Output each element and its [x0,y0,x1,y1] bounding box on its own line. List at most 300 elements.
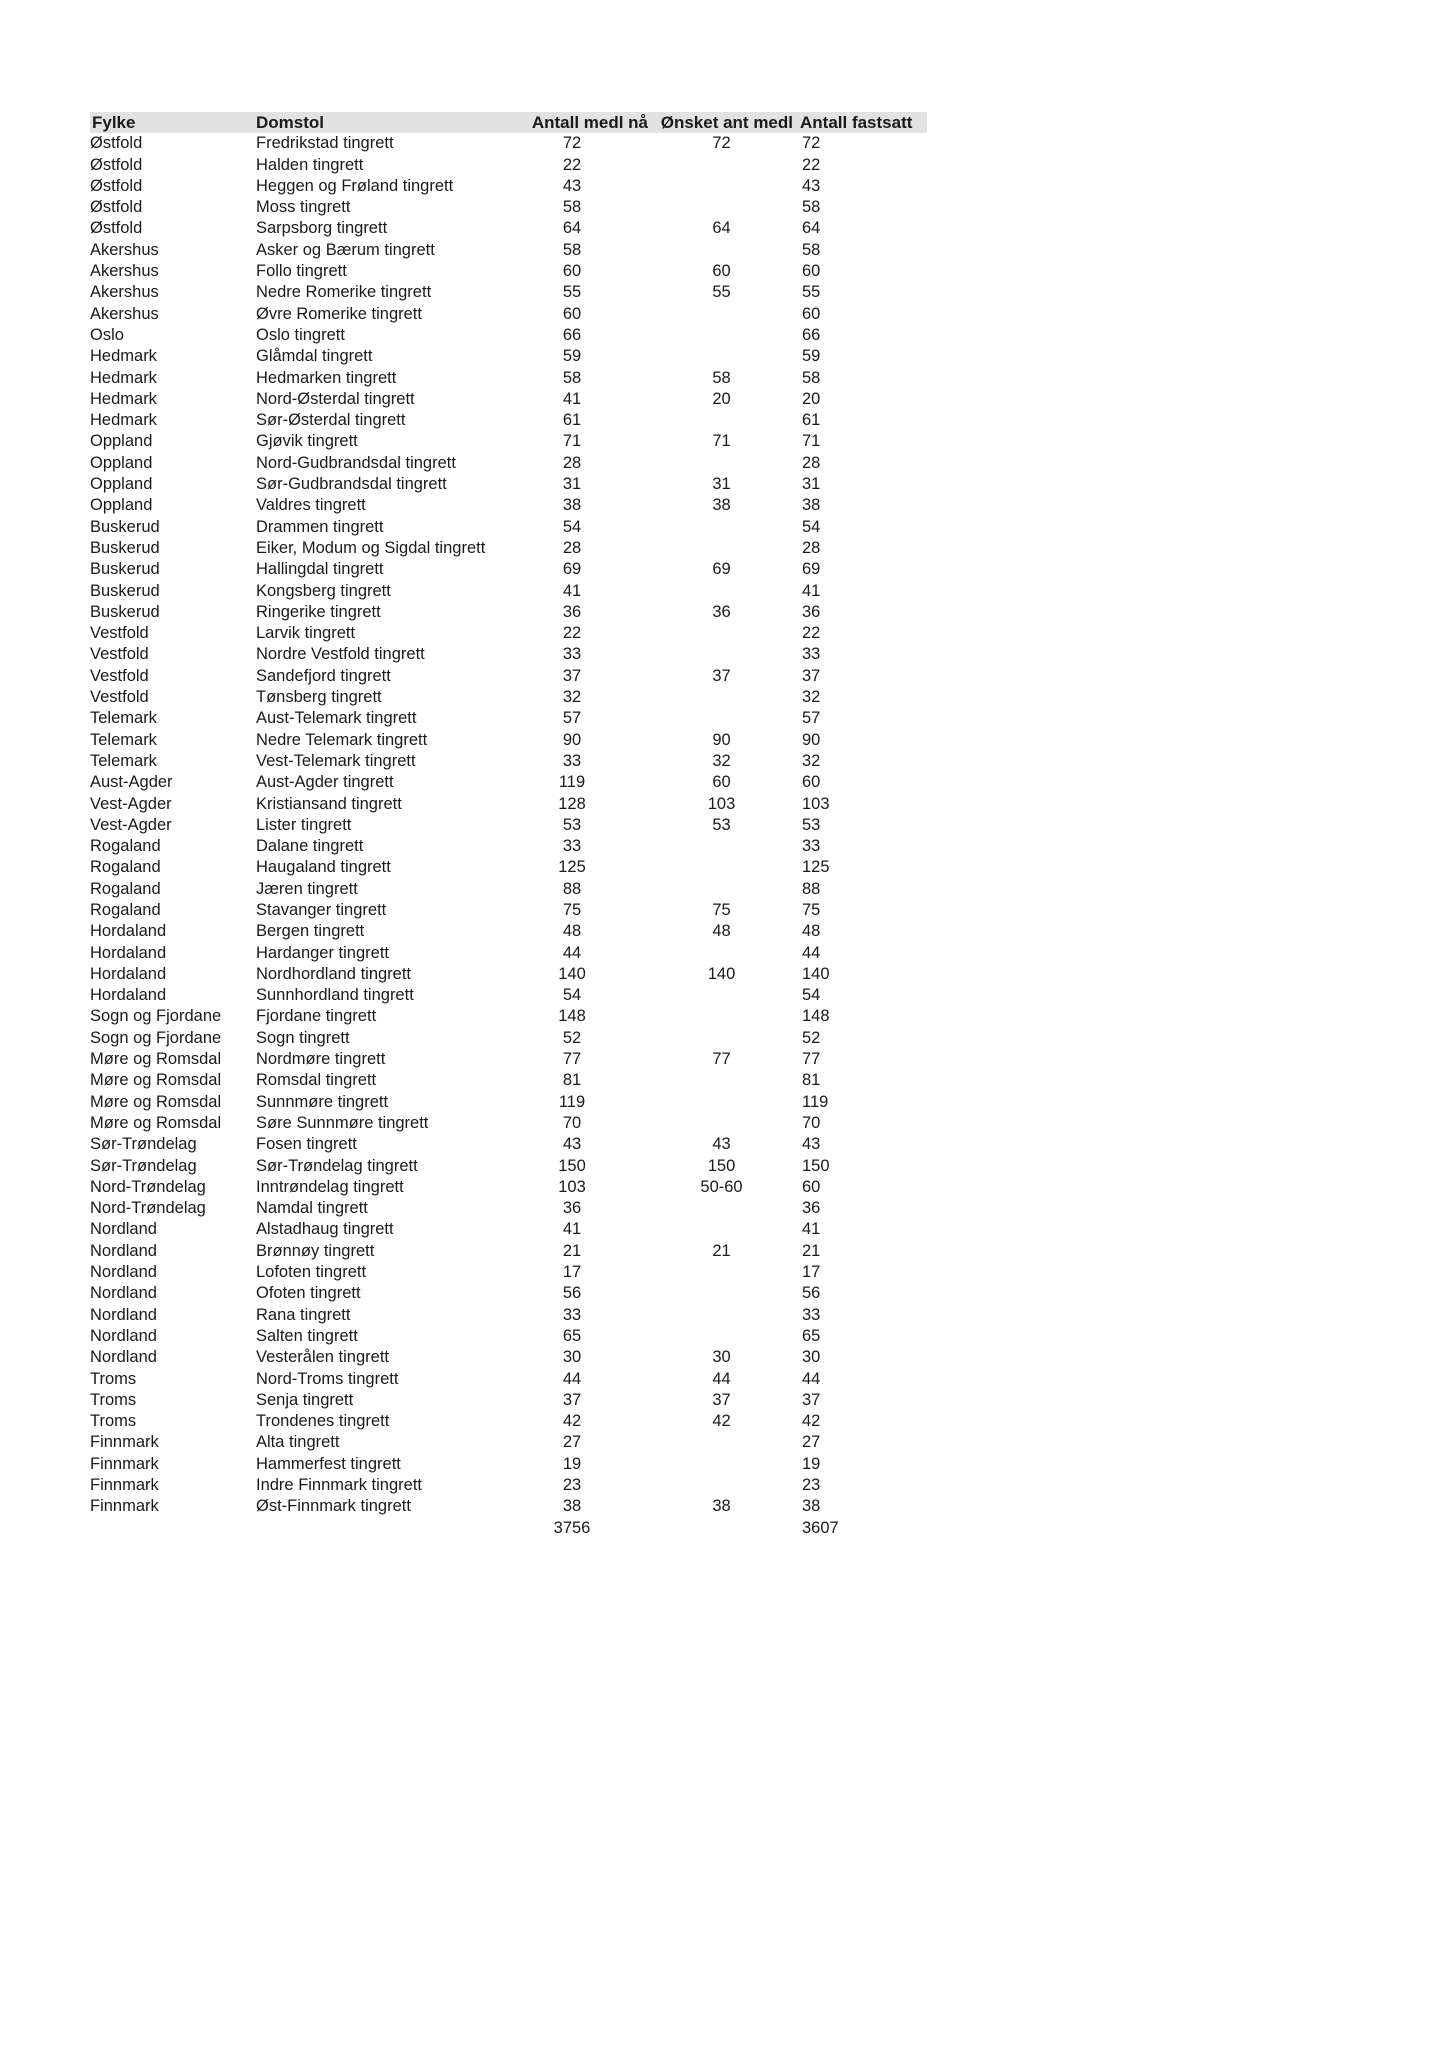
cell-domstol: Fredrikstad tingrett [256,134,394,153]
cell-antall-medl-na: 32 [562,688,582,707]
table-row [90,687,927,708]
cell-domstol: Øvre Romerike tingrett [256,304,422,323]
cell-antall-medl-na: 103 [558,1177,586,1196]
cell-antall-medl-na: 56 [562,1284,582,1303]
cell-domstol: Rana tingrett [256,1305,351,1324]
cell-domstol: Romsdal tingrett [256,1071,377,1090]
cell-antall-fastsatt: 88 [802,879,821,898]
cell-domstol: Aust-Telemark tingrett [256,709,417,728]
cell-onsket-ant-medl: 103 [707,794,736,813]
table-row [90,1219,927,1240]
cell-fylke: Sogn og Fjordane [90,1028,222,1047]
cell-fylke: Finnmark [90,1497,159,1516]
cell-onsket-ant-medl [652,985,797,1006]
table-row [90,240,927,261]
cell-domstol: Søre Sunnmøre tingrett [256,1113,429,1132]
court-members-table [90,112,927,1540]
cell-onsket-ant-medl: 64 [712,219,731,238]
cell-antall-medl-na: 30 [562,1348,582,1367]
table-row [90,836,927,857]
cell-domstol: Heggen og Frøland tingrett [256,176,454,195]
total-onsket-empty [652,1518,797,1540]
table-row [90,921,927,942]
cell-fylke: Nordland [90,1241,157,1260]
cell-onsket-ant-medl [652,325,797,346]
cell-antall-medl-na: 17 [562,1263,582,1282]
cell-domstol: Sarpsborg tingrett [256,219,388,238]
table-row [90,879,927,900]
cell-antall-medl-na: 33 [562,751,582,770]
cell-domstol: Follo tingrett [256,262,347,281]
cell-antall-fastsatt: 44 [802,943,821,962]
cell-antall-fastsatt: 41 [802,1220,821,1239]
cell-antall-medl-na: 37 [562,1390,582,1409]
cell-fylke: Finnmark [90,1454,159,1473]
cell-domstol: Sunnmøre tingrett [256,1092,389,1111]
table-row [90,304,927,325]
cell-fylke: Hordaland [90,964,167,983]
cell-domstol: Vest-Telemark tingrett [256,751,416,770]
cell-antall-medl-na: 36 [562,602,582,621]
cell-fylke: Nordland [90,1305,157,1324]
cell-antall-fastsatt: 60 [802,304,821,323]
table-row [90,623,927,644]
table-row [90,517,927,538]
cell-onsket-ant-medl [652,1198,797,1219]
cell-antall-medl-na: 72 [562,134,582,153]
cell-antall-fastsatt: 59 [802,347,821,366]
cell-fylke: Aust-Agder [90,773,173,792]
table-row [90,1028,927,1049]
cell-domstol: Nord-Troms tingrett [256,1369,399,1388]
cell-domstol: Tønsberg tingrett [256,688,382,707]
cell-onsket-ant-medl: 38 [712,496,731,515]
cell-antall-medl-na: 36 [562,1199,582,1218]
cell-antall-medl-na: 41 [562,1220,582,1239]
document-sheet [90,112,940,1540]
cell-domstol: Stavanger tingrett [256,900,387,919]
cell-antall-medl-na: 65 [562,1326,582,1345]
cell-onsket-ant-medl [652,346,797,367]
cell-antall-fastsatt: 65 [802,1326,821,1345]
header-antall-fastsatt: Antall fastsatt [797,112,927,133]
cell-antall-fastsatt: 23 [802,1476,821,1494]
cell-fylke: Nordland [90,1326,157,1345]
total-antall-fastsatt: 3607 [802,1518,839,1537]
cell-fylke: Hordaland [90,943,167,962]
cell-fylke: Akershus [90,240,159,259]
cell-antall-fastsatt: 36 [802,1199,821,1218]
cell-fylke: Nordland [90,1348,157,1367]
cell-fylke: Møre og Romsdal [90,1092,222,1111]
cell-onsket-ant-medl [652,836,797,857]
cell-fylke: Troms [90,1412,137,1431]
table-row [90,602,927,623]
cell-antall-medl-na: 31 [562,475,582,494]
cell-antall-medl-na: 77 [562,1050,582,1069]
cell-antall-fastsatt: 54 [802,986,821,1005]
table-row [90,368,927,389]
cell-fylke: Telemark [90,709,157,728]
cell-antall-fastsatt: 33 [802,837,821,856]
cell-antall-fastsatt: 38 [802,1497,821,1516]
cell-domstol: Aust-Agder tingrett [256,773,394,792]
cell-onsket-ant-medl [652,1092,797,1113]
cell-antall-medl-na: 148 [558,1007,586,1026]
cell-onsket-ant-medl: 77 [712,1050,731,1069]
cell-fylke: Møre og Romsdal [90,1113,222,1132]
cell-domstol: Dalane tingrett [256,837,364,856]
cell-domstol: Ofoten tingrett [256,1284,361,1303]
header-domstol: Domstol [256,112,510,133]
cell-antall-fastsatt: 48 [802,922,821,941]
cell-antall-medl-na: 58 [562,198,582,217]
cell-domstol: Brønnøy tingrett [256,1241,375,1260]
cell-fylke: Oppland [90,496,153,515]
cell-onsket-ant-medl [652,1006,797,1027]
cell-antall-fastsatt: 58 [802,368,821,387]
cell-antall-medl-na: 54 [562,986,582,1005]
cell-domstol: Sør-Gudbrandsdal tingrett [256,475,447,494]
cell-fylke: Østfold [90,134,143,153]
cell-fylke: Hordaland [90,986,167,1005]
cell-onsket-ant-medl [652,1475,797,1496]
cell-fylke: Buskerud [90,517,160,536]
cell-antall-fastsatt: 72 [802,134,821,153]
cell-antall-fastsatt: 31 [802,475,821,494]
cell-domstol: Nordhordland tingrett [256,964,412,983]
cell-antall-fastsatt: 33 [802,1305,821,1324]
totals-row [90,1518,927,1540]
table-row [90,389,927,410]
cell-onsket-ant-medl: 30 [712,1348,731,1367]
cell-domstol: Alstadhaug tingrett [256,1220,394,1239]
cell-antall-fastsatt: 53 [802,815,821,834]
cell-onsket-ant-medl: 43 [712,1135,731,1154]
cell-antall-fastsatt: 37 [802,1390,821,1409]
cell-onsket-ant-medl [652,1454,797,1475]
cell-onsket-ant-medl: 58 [712,368,731,387]
table-row [90,346,927,367]
cell-antall-medl-na: 27 [562,1433,582,1452]
cell-domstol: Haugaland tingrett [256,858,391,877]
table-row [90,581,927,602]
cell-fylke: Rogaland [90,879,161,898]
cell-antall-fastsatt: 57 [802,709,821,728]
cell-onsket-ant-medl [652,1219,797,1240]
cell-onsket-ant-medl: 21 [712,1241,731,1260]
cell-antall-fastsatt: 56 [802,1284,821,1303]
cell-antall-fastsatt: 148 [802,1007,830,1026]
cell-antall-medl-na: 28 [562,538,582,557]
cell-antall-medl-na: 52 [562,1028,582,1047]
cell-domstol: Sør-Østerdal tingrett [256,411,406,430]
cell-antall-fastsatt: 32 [802,751,821,770]
cell-domstol: Lister tingrett [256,815,352,834]
cell-fylke: Østfold [90,198,143,217]
cell-onsket-ant-medl [652,644,797,665]
cell-antall-medl-na: 33 [562,645,582,664]
cell-fylke: Hedmark [90,411,157,430]
table-row [90,1092,927,1113]
cell-onsket-ant-medl: 36 [712,602,731,621]
cell-antall-fastsatt: 32 [802,688,821,707]
cell-domstol: Jæren tingrett [256,879,358,898]
cell-antall-medl-na: 23 [562,1476,582,1494]
cell-domstol: Eiker, Modum og Sigdal tingrett [256,538,486,557]
table-row [90,964,927,985]
cell-antall-fastsatt: 103 [802,794,830,813]
cell-onsket-ant-medl: 75 [712,900,731,919]
cell-domstol: Sandefjord tingrett [256,666,391,685]
cell-antall-fastsatt: 69 [802,560,821,579]
table-row [90,1305,927,1326]
cell-fylke: Sør-Trøndelag [90,1156,197,1175]
cell-fylke: Sogn og Fjordane [90,1007,222,1026]
totals-label-empty [90,1518,256,1540]
cell-domstol: Hammerfest tingrett [256,1454,401,1473]
cell-antall-fastsatt: 52 [802,1028,821,1047]
cell-antall-medl-na: 58 [562,368,582,387]
cell-domstol: Nedre Romerike tingrett [256,283,432,302]
table-row [90,730,927,751]
cell-antall-medl-na: 60 [562,304,582,323]
cell-onsket-ant-medl [652,1326,797,1347]
table-row [90,538,927,559]
cell-antall-medl-na: 41 [562,581,582,600]
cell-domstol: Sunnhordland tingrett [256,986,414,1005]
cell-domstol: Bergen tingrett [256,922,365,941]
cell-onsket-ant-medl [652,240,797,261]
cell-antall-medl-na: 28 [562,453,582,472]
cell-antall-fastsatt: 58 [802,198,821,217]
cell-antall-fastsatt: 38 [802,496,821,515]
cell-fylke: Nord-Trøndelag [90,1177,206,1196]
cell-antall-fastsatt: 42 [802,1412,821,1431]
cell-antall-fastsatt: 125 [802,858,830,877]
cell-onsket-ant-medl: 50-60 [700,1177,743,1196]
table-row [90,1156,927,1177]
table-row [90,857,927,878]
table-row [90,197,927,218]
table-row [90,133,927,154]
cell-antall-fastsatt: 61 [802,411,821,430]
cell-domstol: Halden tingrett [256,155,364,174]
cell-fylke: Møre og Romsdal [90,1050,222,1069]
cell-onsket-ant-medl [652,687,797,708]
cell-antall-fastsatt: 33 [802,645,821,664]
cell-domstol: Kongsberg tingrett [256,581,391,600]
cell-fylke: Rogaland [90,858,161,877]
cell-onsket-ant-medl [652,857,797,878]
cell-fylke: Vestfold [90,624,149,643]
table-row [90,985,927,1006]
cell-antall-fastsatt: 22 [802,155,821,174]
cell-fylke: Rogaland [90,900,161,919]
cell-antall-fastsatt: 28 [802,453,821,472]
cell-onsket-ant-medl: 60 [712,262,731,281]
table-row [90,218,927,239]
cell-antall-medl-na: 60 [562,262,582,281]
cell-fylke: Buskerud [90,581,160,600]
table-row [90,1475,927,1496]
cell-fylke: Oppland [90,453,153,472]
cell-fylke: Buskerud [90,538,160,557]
cell-fylke: Østfold [90,219,143,238]
cell-domstol: Nordmøre tingrett [256,1050,386,1069]
cell-fylke: Sør-Trøndelag [90,1135,197,1154]
cell-domstol: Larvik tingrett [256,624,356,643]
cell-antall-medl-na: 19 [562,1454,582,1473]
cell-antall-medl-na: 22 [562,155,582,174]
table-row [90,751,927,772]
table-row [90,1432,927,1453]
cell-antall-medl-na: 54 [562,517,582,536]
cell-onsket-ant-medl [652,453,797,474]
cell-fylke: Vestfold [90,666,149,685]
cell-antall-fastsatt: 44 [802,1369,821,1388]
cell-domstol: Sør-Trøndelag tingrett [256,1156,418,1175]
cell-antall-medl-na: 37 [562,666,582,685]
cell-antall-medl-na: 43 [562,1135,582,1154]
cell-onsket-ant-medl: 150 [707,1156,736,1175]
cell-fylke: Finnmark [90,1433,159,1452]
cell-antall-medl-na: 70 [562,1113,582,1132]
cell-antall-medl-na: 22 [562,624,582,643]
table-row [90,708,927,729]
cell-domstol: Gjøvik tingrett [256,432,358,451]
cell-onsket-ant-medl [652,538,797,559]
table-row [90,1390,927,1411]
cell-onsket-ant-medl: 55 [712,283,731,302]
table-row [90,282,927,303]
cell-fylke: Rogaland [90,837,161,856]
cell-fylke: Troms [90,1390,137,1409]
cell-antall-medl-na: 64 [562,219,582,238]
cell-onsket-ant-medl: 69 [712,560,731,579]
cell-antall-fastsatt: 37 [802,666,821,685]
cell-onsket-ant-medl: 20 [712,389,731,408]
table-row [90,1134,927,1155]
cell-domstol: Ringerike tingrett [256,602,381,621]
cell-onsket-ant-medl [652,1262,797,1283]
cell-antall-fastsatt: 28 [802,538,821,557]
cell-fylke: Vest-Agder [90,794,172,813]
cell-fylke: Nordland [90,1263,157,1282]
cell-domstol: Hardanger tingrett [256,943,389,962]
cell-fylke: Oppland [90,432,153,451]
cell-antall-medl-na: 41 [562,389,582,408]
cell-onsket-ant-medl [652,879,797,900]
cell-antall-fastsatt: 17 [802,1263,821,1282]
cell-antall-medl-na: 119 [558,1092,586,1111]
cell-onsket-ant-medl [652,1305,797,1326]
cell-fylke: Buskerud [90,602,160,621]
table-row [90,815,927,836]
cell-antall-medl-na: 119 [558,773,586,792]
cell-fylke: Østfold [90,176,143,195]
cell-antall-fastsatt: 81 [802,1071,821,1090]
cell-domstol: Hedmarken tingrett [256,368,397,387]
cell-antall-medl-na: 69 [562,560,582,579]
table-row [90,1262,927,1283]
cell-onsket-ant-medl: 32 [712,751,731,770]
table-row [90,1283,927,1304]
table-row [90,794,927,815]
cell-domstol: Indre Finnmark tingrett [256,1476,422,1494]
cell-antall-medl-na: 140 [558,964,586,983]
cell-domstol: Asker og Bærum tingrett [256,240,435,259]
cell-onsket-ant-medl [652,943,797,964]
cell-onsket-ant-medl: 60 [712,773,731,792]
cell-fylke: Oppland [90,475,153,494]
cell-fylke: Buskerud [90,560,160,579]
cell-antall-medl-na: 44 [562,943,582,962]
cell-onsket-ant-medl: 90 [712,730,731,749]
cell-antall-medl-na: 57 [562,709,582,728]
cell-fylke: Hedmark [90,389,157,408]
cell-fylke: Akershus [90,262,159,281]
cell-domstol: Nord-Østerdal tingrett [256,389,415,408]
table-row [90,943,927,964]
table-row [90,155,927,176]
cell-onsket-ant-medl: 37 [712,1390,731,1409]
cell-antall-fastsatt: 58 [802,240,821,259]
cell-antall-medl-na: 61 [562,411,582,430]
cell-fylke: Nord-Trøndelag [90,1199,206,1218]
header-row [90,112,927,133]
cell-onsket-ant-medl: 48 [712,922,731,941]
cell-fylke: Telemark [90,751,157,770]
cell-antall-medl-na: 42 [562,1412,582,1431]
cell-fylke: Hedmark [90,347,157,366]
cell-domstol: Fosen tingrett [256,1135,357,1154]
table-row [90,900,927,921]
cell-onsket-ant-medl [652,1113,797,1134]
table-row [90,410,927,431]
cell-antall-fastsatt: 75 [802,900,821,919]
cell-antall-fastsatt: 64 [802,219,821,238]
cell-antall-medl-na: 88 [562,879,582,898]
table-row [90,666,927,687]
cell-onsket-ant-medl [652,1283,797,1304]
cell-antall-fastsatt: 41 [802,581,821,600]
cell-domstol: Nedre Telemark tingrett [256,730,428,749]
cell-domstol: Nord-Gudbrandsdal tingrett [256,453,456,472]
table-row [90,1006,927,1027]
cell-antall-fastsatt: 22 [802,624,821,643]
cell-onsket-ant-medl: 44 [712,1369,731,1388]
cell-antall-medl-na: 90 [562,730,582,749]
cell-antall-medl-na: 125 [558,858,586,877]
cell-antall-fastsatt: 60 [802,262,821,281]
table-row [90,1347,927,1368]
table-row [90,453,927,474]
cell-domstol: Glåmdal tingrett [256,347,373,366]
cell-domstol: Hallingdal tingrett [256,560,384,579]
header-fylke: Fylke [90,112,256,133]
cell-antall-medl-na: 81 [562,1071,582,1090]
table-row [90,1326,927,1347]
cell-domstol: Salten tingrett [256,1326,358,1345]
cell-domstol: Inntrøndelag tingrett [256,1177,404,1196]
cell-antall-fastsatt: 140 [802,964,830,983]
cell-onsket-ant-medl [652,708,797,729]
table-body [90,133,927,1517]
cell-antall-fastsatt: 54 [802,517,821,536]
cell-fylke: Finnmark [90,1476,159,1494]
cell-onsket-ant-medl [652,155,797,176]
